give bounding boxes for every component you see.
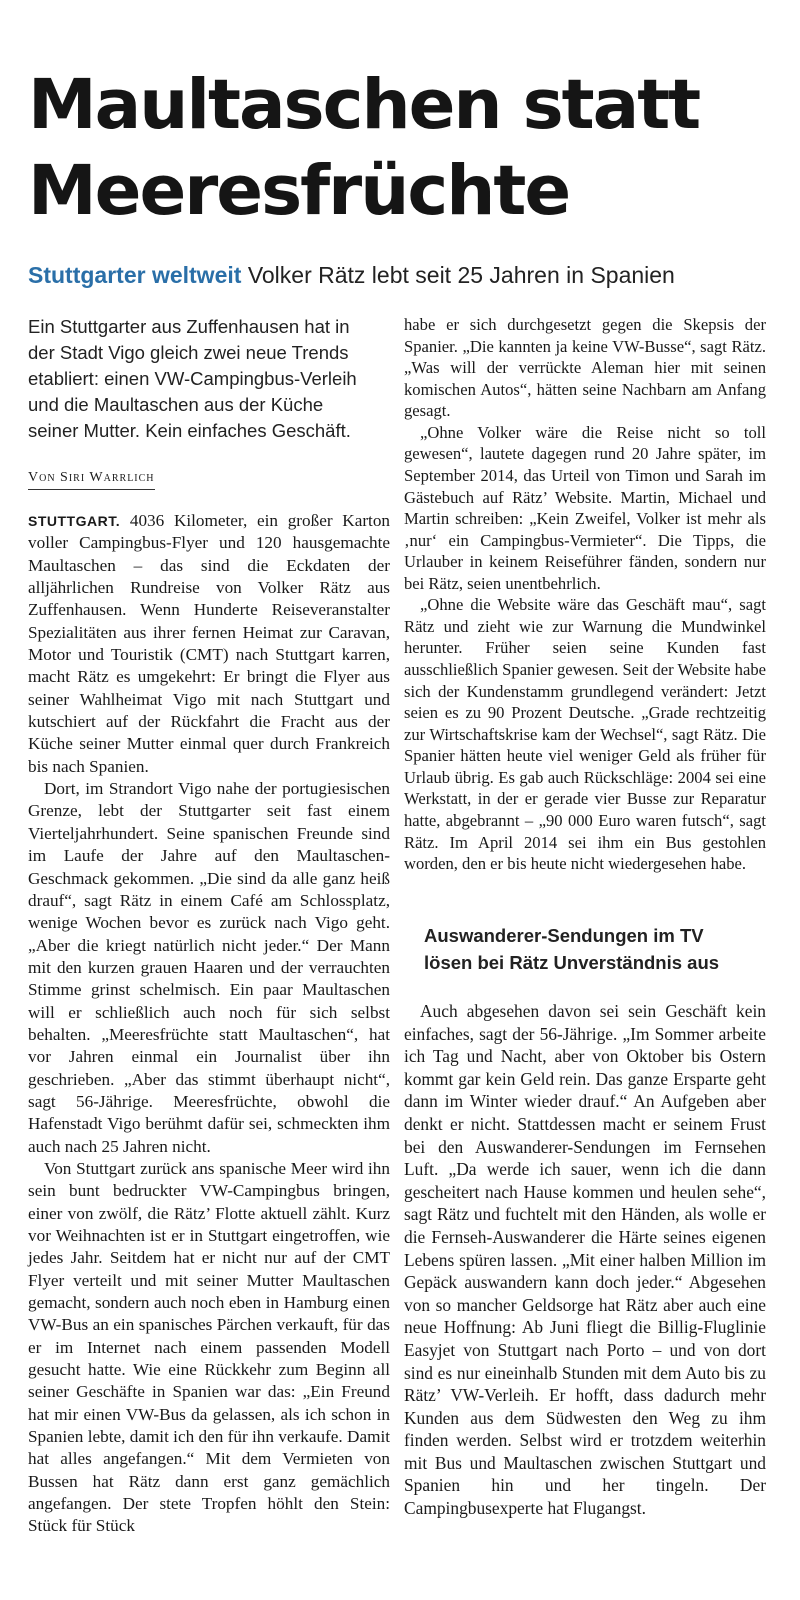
article-paragraph: STUTTGART. 4036 Kilometer, ein großer Karton voller Campingbus-Flyer und 120 hausgemachte Maultaschen – das sind die Eckdaten der alljährlichen Rundreise von Volker Rätz aus Zuffenhausen. Wenn Hunderte Reiseveranstalter Spezialitäten aus ihrer fernen Heimat zur Caravan, Motor und Touristik (CMT) nach Stuttgart karren, macht Rätz es umgekehrt: Er bringt die Flyer aus seiner Wahlheimat Vigo mit nach Stuttgart und kutschiert auf der Rückfahrt die Fracht aus der Küche seiner Mutter einmal quer durch Frankreich bis nach Spanien. [28,511,391,776]
article-paragraph: Dort, im Strandort Vigo nahe der portugiesischen Grenze, lebt der Stuttgarter seit fast einem Vierteljahrhundert. Seine spanischen Freunde sind im Laufe der Jahre auf den Maultaschen-Geschmack gekommen. „Die sind da alle ganz heiß drauf“, sagt Rätz in einem Café am Schlossplatz, wenige Wochen bevor es zurück nach Vigo geht. „Aber die kriegt natürlich nicht jeder.“ Der Mann mit den kurzen grauen Haaren und der verrauchten Stimme grinst schelmisch. Ein paar Maultaschen will er schließlich auch noch für sich selbst behalten. „Meeresfrüchte statt Maultaschen“, hat vor Jahren einmal ein Journalist über ihn geschrieben. „Aber das stimmt überhaupt nicht“, sagt 56-Jährige. Meeresfrüchte, obwohl die Hafenstadt Vigo berühmt dafür sei, schmeckten ihm auch nach 25 Jahren nicht. [28,779,390,1156]
lead-paragraph: Ein Stuttgarter aus Zuffenhausen hat in der Stadt Vigo gleich zwei neue Trends etabliert: einen VW-Campingbus-Verleih und die Maultaschen aus der Küche seiner Mutter. Kein einfaches Geschäft. [28,316,357,441]
article-paragraph: „Ohne die Website wäre das Geschäft mau“, sagt Rätz und zieht wie zur Warnung die Mundwinkel herunter. Früher seien seine Kunden fast ausschließlich Spanier gewesen. Seit der Website habe sich der Kundenstamm grundlegend verändert: Jetzt seien es zu 90 Prozent Deutsche. „Grade rechtzeitig zur Wirtschaftskrise kam der Wechsel“, sagt Rätz. Die Spanier hätten heute viel weniger Geld als früher für Urlaub übrig. Es gab auch Rückschläge: 2004 sei eine Werkstatt, in der er gerade vier Busse zur Reparatur hatte, abgebrannt – „90 000 Euro waren futsch“, sagt Rätz. Im April 2014 sei ihm ein Bus gestohlen worden, den er bis heute nicht wiedergesehen habe. [404,595,766,874]
subline [28,260,788,290]
byline: Von Siri Warrlich [28,470,155,490]
section-subheading: Auswanderer-Sendungen im TV lösen bei Rätz Unverständnis aus [424,925,720,973]
article-paragraph: Von Stuttgart zurück ans spanische Meer wird ihn sein bunt bedruckter VW-Campingbus bringen, einer von zwölf, die Rätz’ Flotte aktuell zählt. Kurz vor Weihnachten ist er in Stuttgart eingetroffen, wie jedes Jahr. Seitdem hat er nicht nur auf der CMT Flyer verteilt und mit seiner Mutter Maultaschen gemacht, sondern auch noch eben in Hamburg einen VW-Bus an ein spanisches Pärchen verkauft, für das er im Internet nach einem passenden Modell gesucht hatte. Wie eine Rückkehr zum Beginn all seiner Geschäfte in Spanien war das: „Ein Freund hat mir einen VW-Bus da gelassen, als ich schon in Spanien lebte, damit ich den für ihn verkaufe. Damit hat alles angefangen.“ Mit dem Vermieten von Bussen hat Rätz dann erst ganz gemächlich angefangen. Der stete Tropfen höhlt den Stein: Stück für Stück [28,1158,390,1536]
article-column-right-lower [404,1000,766,1520]
article-paragraph: „Ohne Volker wäre die Reise nicht so toll gewesen“, lautete dagegen rund 20 Jahre später, im September 2014, das Urteil von Timon und Sarah im Gästebuch auf Rätz’ Website. Martin, Michael und Martin schreiben: „Kein Zweifel, Volker ist mehr als ‚nur‘ ein Campingbus-Vermieter“. Die Tipps, die Urlauber in keinem Reiseführer fänden, sondern nur bei Rätz, seien unentbehrlich. [404,422,766,593]
headline: Maultaschen statt Meeresfrüchte [28,65,700,231]
article-column-left [28,510,390,1538]
dateline: STUTTGART. [28,513,121,529]
article-paragraph: Auch abgesehen davon sei sein Geschäft kein einfaches, sagt der 56-Jährige. „Im Sommer arbeite ich Tag und Nacht, aber von Oktober bis Ostern kommt gar kein Geld rein. Das ganze Ersparte geht dann im Winter wieder drauf.“ An Aufgeben aber denkt er nicht. Stattdessen macht er seinem Frust bei den Auswanderer-Sendungen im Fernsehen Luft. „Da werde ich sauer, wenn ich die dann gescheitert nach Hause kommen und heulen sehe“, sagt Rätz und fuchtelt mit den Händen, als wolle er die Fernseh-Auswanderer die Härte seines eigenen Lebens spüren lassen. „Mit einer halben Million im Gepäck auswandern kann doch jeder.“ Abgesehen von so mancher Geldsorge hat Rätz aber auch eine neue Hoffnung: Ab Juni fliegt die Billig-Fluglinie Easyjet von Stuttgart nach Porto – und von dort sind es nur eineinhalb Stunden mit dem Auto bis zu Rätz’ VW-Verleih. Er hofft, dass dadurch mehr Kunden aus dem Südwesten den Weg zu ihm finden werden. Selbst wird er trotzdem weiterhin mit Bus und Maultaschen zwischen Stuttgart und Spanien hin und her tingeln. Der Campingbusexperte hat Flugangst. [404,1001,766,1519]
kicker: Stuttgarter weltweit [28,262,242,288]
subtitle: Volker Rätz lebt seit 25 Jahren in Spanien [247,262,675,288]
article-column-right [404,314,766,875]
article-paragraph: habe er sich durchgesetzt gegen die Skepsis der Spanier. „Die kannten ja keine VW-Busse“, sagt Rätz. „Was will der verrückte Aleman hier mit seinen komischen Autos“, hätten seine Nachbarn am Anfang gesagt. [404,315,766,421]
